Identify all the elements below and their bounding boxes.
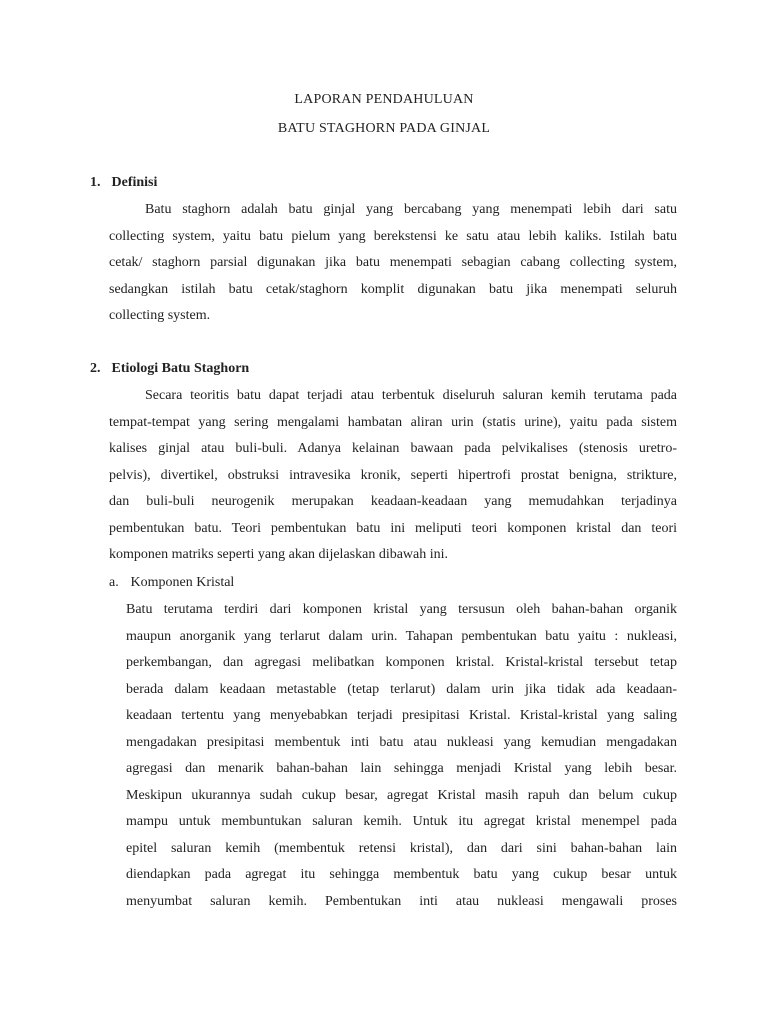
section-1-paragraph <box>109 197 677 330</box>
paragraph-line: dan buli-buli neurogenik merupakan keadaan-keadaan yang memudahkan terjadinya <box>109 494 677 509</box>
section-2-heading <box>90 361 249 377</box>
paragraph-line: diendapkan pada agregat itu sehingga membentuk batu yang cukup besar untuk <box>126 867 677 882</box>
subsection-a-paragraph <box>126 597 677 915</box>
paragraph-line: collecting system. <box>109 308 211 323</box>
paragraph-line: cetak/ staghorn parsial digunakan jika batu menempati sebagian cabang collecting system, <box>109 255 677 270</box>
paragraph-line: collecting system, yaitu batu pielum yang berekstensi ke satu atau lebih kaliks. Istilah batu <box>109 228 677 244</box>
paragraph-line: Meskipun ukurannya sudah cukup besar, agregat Kristal masih rapuh dan belum cukup <box>126 787 677 803</box>
subsection-a-title: Komponen Kristal <box>130 575 235 590</box>
paragraph-line: mampu untuk membuntukan saluran kemih. Untuk itu agregat kristal menempel pada <box>126 814 677 829</box>
paragraph-line: menyumbat saluran kemih. Pembentukan inti atau nukleasi mengawali proses <box>126 893 677 909</box>
paragraph-line: pembentukan batu. Teori pembentukan batu ini meliputi teori komponen kristal dan teori <box>109 520 677 536</box>
subsection-a-number: a. <box>109 575 119 590</box>
section-1-title: Definisi <box>111 175 158 190</box>
paragraph-line: agregasi dan menarik bahan-bahan lain sehingga menjadi Kristal yang lebih besar. <box>126 761 677 776</box>
paragraph-line: keadaan tertentu yang menyebabkan terjadi presipitasi Kristal. Kristal-kristal yang saling <box>126 708 677 723</box>
paragraph-line: mengadakan presipitasi membentuk inti batu atau nukleasi yang kemudian mengadakan <box>126 734 677 750</box>
paragraph-line: tempat-tempat yang sering mengalami hambatan aliran urin (statis urine), yaitu pada sistem <box>109 414 677 430</box>
section-1-heading <box>90 175 157 191</box>
paragraph-line: Batu terutama terdiri dari komponen kristal yang tersusun oleh bahan-bahan organik <box>126 602 677 617</box>
paragraph-line: sedangkan istilah batu cetak/staghorn komplit digunakan batu jika menempati seluruh <box>109 281 677 297</box>
document-title-line-2: BATU STAGHORN PADA GINJAL <box>277 121 491 136</box>
paragraph-line: Secara teoritis batu dapat terjadi atau terbentuk diseluruh saluran kemih terutama pada <box>145 388 677 403</box>
section-2-number: 2. <box>90 361 101 376</box>
paragraph-line: perkembangan, dan agregasi melibatkan komponen kristal. Kristal-kristal tersebut tetap <box>126 655 677 670</box>
paragraph-line: kalises ginjal atau buli-buli. Adanya kelainan bawaan pada pelvikalises (stenosis uretro- <box>109 441 677 456</box>
section-2-paragraph <box>109 383 677 569</box>
paragraph-line: Batu staghorn adalah batu ginjal yang bercabang yang menempati lebih dari satu <box>145 202 677 217</box>
document-title-line-1: LAPORAN PENDAHULUAN <box>294 92 474 107</box>
section-1-number: 1. <box>90 175 101 190</box>
section-2-title: Etiologi Batu Staghorn <box>111 361 250 376</box>
paragraph-line: komponen matriks seperti yang akan dijelaskan dibawah ini. <box>109 547 449 562</box>
paragraph-line: epitel saluran kemih (membentuk retensi kristal), dan dari sini bahan-bahan lain <box>126 840 677 856</box>
paragraph-line: maupun anorganik yang terlarut dalam urin. Tahapan pembentukan batu yaitu : nukleasi, <box>126 628 677 644</box>
paragraph-line: berada dalam keadaan metastable (tetap terlarut) dalam urin jika tidak ada keadaan- <box>126 681 677 697</box>
paragraph-line: pelvis), divertikel, obstruksi intravesika kronik, seperti hipertrofi prostat benigna, strikture, <box>109 467 677 483</box>
subsection-a-heading <box>109 575 234 591</box>
